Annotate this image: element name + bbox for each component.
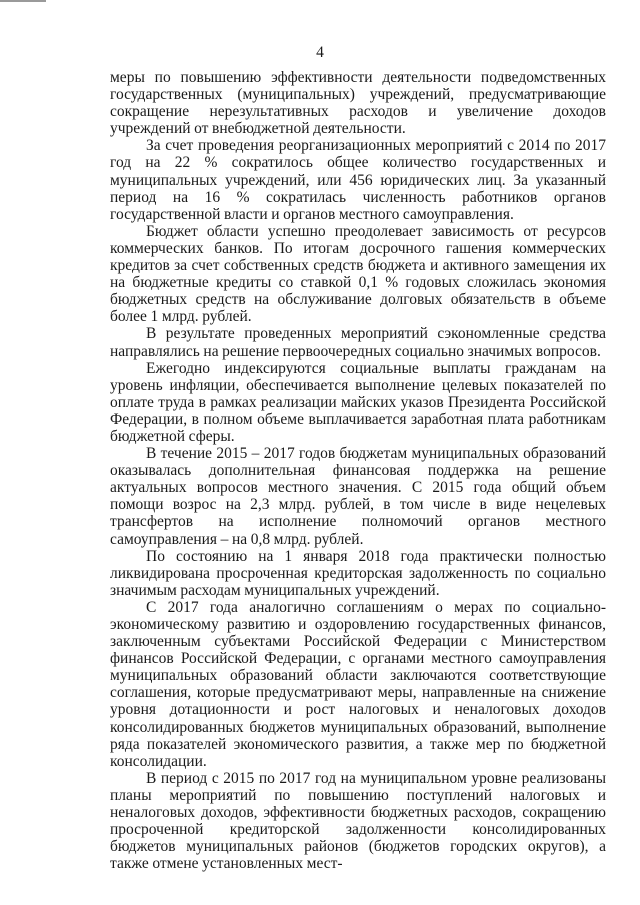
paragraph-arrears: По состоянию на 1 января 2018 года практически полностью ликвидирована просроченная кредиторская задолженность по социально значимым расходам муниципальных учреждений. [110, 547, 606, 599]
paragraph-agreements: С 2017 года аналогично соглашениям о мерах по социально-экономическому развитию и оздоровлению государственных финансов, заключенным субъектами Российской Федерации с Министерством финансов Российской Федерации, с органами местного самоуправления муниципальных образований области заключаются соответствующие соглашения, которые предусматривают меры, направленные на снижение уровня дотационности и рост налоговых и неналоговых доходов консолидированных бюджетов муниципальных образований, выполнение ряда показателей экономического развития, а также мер по бюджетной консолидации. [110, 598, 606, 770]
paragraph-savings: В результате проведенных мероприятий сэкономленные средства направлялись на решение первоочередных социально значимых вопросов. [110, 325, 606, 360]
paragraph-reorganization: За счет проведения реорганизационных мероприятий с 2014 по 2017 год на 22 % сократилось общее количество государственных и муниципальных учреждений, или 456 юридических лиц. За указанный период на 16 % сократилась численность работников органов государственной власти и органов местного самоуправления. [110, 137, 606, 223]
paragraph-social-payments: Ежегодно индексируются социальные выплаты гражданам на уровень инфляции, обеспечивается выполнение целевых показателей по оплате труда в рамках реализации майских указов Президента Российской Федерации, в полном объеме выплачивается заработная плата работникам бюджетной сферы. [110, 359, 606, 445]
page-number: 4 [316, 44, 324, 61]
paragraph-continued: меры по повышению эффективности деятельности подведомственных государственных (муниципальных) учреждений, предусматривающие сокращение нерезультативных расходов и увеличение доходов учреждений от внебюджетной деятельности. [110, 69, 606, 138]
scan-edge-mark [0, 0, 46, 2]
paragraph-municipal-support: В течение 2015 – 2017 годов бюджетам муниципальных образований оказывалась дополнительная финансовая поддержка на решение актуальных вопросов местного значения. С 2015 года общий объем помощи возрос на 2,3 млрд. рублей, в том числе в виде нецелевых трансфертов на исполнение полномочий органов местного самоуправления – на 0,8 млрд. рублей. [110, 445, 606, 548]
document-body [110, 69, 606, 872]
paragraph-bank-dependence: Бюджет области успешно преодолевает зависимость от ресурсов коммерческих банков. По итогам досрочного гашения коммерческих кредитов за счет собственных средств бюджета и активного замещения их на бюджетные кредиты со ставкой 0,1 % годовых сложилась экономия бюджетных средств на обслуживание долговых обязательств в объеме более 1 млрд. рублей. [110, 222, 606, 326]
paragraph-municipal-plans: В период с 2015 по 2017 год на муниципальном уровне реализованы планы мероприятий по повышению поступлений налоговых и неналоговых доходов, эффективности бюджетных расходов, сокращению просроченной кредиторской задолженности консолидированных бюджетов муниципальных районов (бюджетов городских округов), а также отмене установленных мест- [110, 769, 606, 873]
